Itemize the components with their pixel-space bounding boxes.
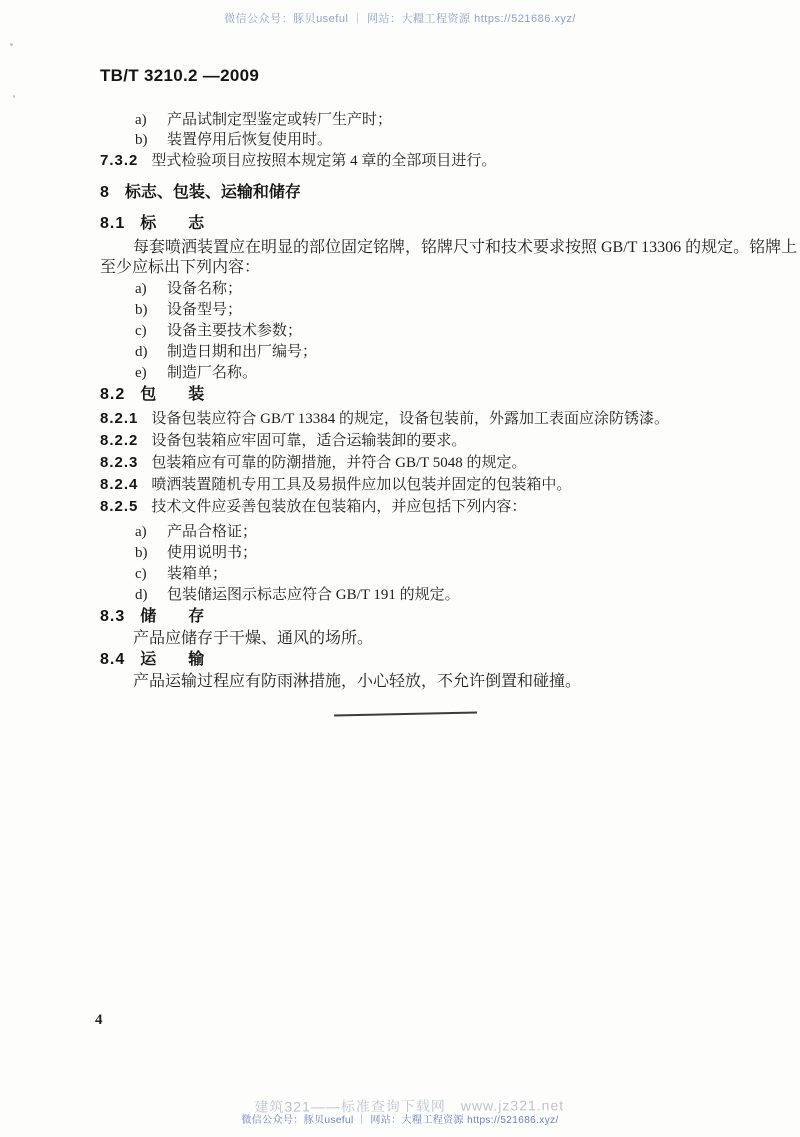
clause-text: 技术文件应妥善包装放在包装箱内，并应包括下列内容： — [151, 499, 527, 515]
clause — [100, 474, 745, 496]
list-text: 使用说明书； — [167, 545, 258, 561]
end-of-text-rule — [334, 712, 477, 717]
clause-number: 8.2.3 — [100, 454, 139, 471]
list-item — [135, 363, 745, 384]
clause-7-3-2 — [100, 150, 745, 172]
list-label: a) — [135, 524, 147, 540]
section-8-4-heading — [100, 649, 745, 671]
watermark-bottom-blue: 微信公众号：豚贝useful ｜ 网站：大糧工程资源 https://521686.xyz/ — [241, 1115, 559, 1126]
list-text: 设备名称； — [167, 281, 243, 297]
list-7-3-1 — [100, 110, 745, 150]
doc-number: TB/T 3210.2 —2009 — [100, 66, 260, 85]
watermark-bottom-gray: 建筑321——标准查询下载网 www.jz321.net — [254, 1097, 565, 1115]
clause-text: 包装箱应有可靠的防潮措施，并符合 GB/T 5048 的规定。 — [151, 455, 527, 471]
list-label: c) — [135, 323, 147, 339]
section-title: 标 志 — [140, 215, 205, 232]
list-label: e) — [135, 365, 147, 381]
list-label: a) — [135, 112, 147, 128]
list-text: 制造日期和出厂编号； — [167, 344, 318, 360]
list-text: 包装储运图示标志应符合 GB/T 191 的规定。 — [167, 587, 460, 603]
list-item — [135, 279, 745, 300]
list-text: 产品试制定型鉴定或转厂生产时； — [167, 112, 393, 128]
list-label: d) — [135, 344, 148, 360]
para-line: 至少应标出下列内容： — [100, 259, 261, 276]
section-8-heading — [100, 182, 745, 204]
list-8-2-5 — [100, 522, 745, 606]
list-item — [135, 342, 745, 363]
clause-number: 8.2.5 — [100, 498, 139, 515]
clause-text: 喷洒装置随机专用工具及易损件应加以包装并固定的包装箱中。 — [151, 477, 572, 493]
section-8-2-heading — [100, 384, 745, 406]
clause-text: 设备包装应符合 GB/T 13384 的规定，设备包装前，外露加工表面应涂防锈漆。 — [151, 411, 670, 427]
list-item — [135, 321, 745, 342]
clause-number: 7.3.2 — [100, 152, 139, 169]
clause — [100, 430, 745, 452]
clause — [100, 452, 745, 474]
para-8-1 — [100, 238, 798, 278]
section-8-1-heading — [100, 213, 745, 235]
clause-number: 8.2.4 — [100, 476, 139, 493]
clause-text: 设备包装箱应牢固可靠，适合运输装卸的要求。 — [151, 433, 467, 449]
list-text: 产品合格证； — [167, 524, 258, 540]
page-number: 4 — [95, 1012, 103, 1028]
list-label: a) — [135, 281, 147, 297]
list-label: b) — [135, 132, 148, 148]
section-number: 8 — [100, 184, 110, 201]
para-line: 每套喷洒装置应在明显的部位固定铭牌，铭牌尺寸和技术要求按照 GB/T 13306 的规定。铭牌上 — [133, 239, 798, 256]
para-8-4: 产品运输过程应有防雨淋措施，小心轻放，不允许倒置和碰撞。 — [133, 673, 582, 690]
scan-speck — [13, 95, 15, 98]
section-number: 8.3 — [100, 608, 126, 625]
watermark-top: 微信公众号：豚贝useful ｜ 网站：大糧工程资源 https://521686.xyz/ — [224, 13, 576, 25]
list-text: 制造厂名称。 — [167, 365, 258, 381]
section-number: 8.1 — [100, 215, 126, 232]
clause — [100, 408, 745, 430]
clause-number: 8.2.2 — [100, 432, 139, 449]
clause-number: 8.2.1 — [100, 410, 139, 427]
list-text: 设备型号； — [167, 302, 243, 318]
list-item — [135, 110, 745, 130]
clause-text: 型式检验项目应按照本规定第 4 章的全部项目进行。 — [151, 153, 497, 169]
para-8-3: 产品应储存于干燥、通风的场所。 — [133, 630, 374, 647]
section-8-3-heading — [100, 606, 745, 628]
scan-speck — [10, 43, 13, 46]
list-text: 设备主要技术参数； — [167, 323, 303, 339]
list-label: c) — [135, 566, 147, 582]
clause — [100, 496, 745, 518]
section-number: 8.2 — [100, 386, 126, 403]
list-text: 装箱单； — [167, 566, 228, 582]
list-item — [135, 130, 745, 150]
document-content — [100, 66, 798, 692]
clauses-8-2 — [100, 408, 745, 518]
list-item — [135, 300, 745, 321]
list-label: b) — [135, 545, 148, 561]
list-item — [135, 585, 745, 606]
list-label: b) — [135, 302, 148, 318]
section-title: 包 装 — [140, 386, 205, 403]
section-title: 储 存 — [140, 608, 205, 625]
section-number: 8.4 — [100, 651, 126, 668]
list-text: 装置停用后恢复使用时。 — [167, 132, 333, 148]
section-title: 运 输 — [140, 651, 205, 668]
list-item — [135, 543, 745, 564]
section-title: 标志、包装、运输和储存 — [124, 184, 301, 201]
list-8-1 — [100, 279, 745, 384]
list-item — [135, 564, 745, 585]
list-item — [135, 522, 745, 543]
list-label: d) — [135, 587, 148, 603]
